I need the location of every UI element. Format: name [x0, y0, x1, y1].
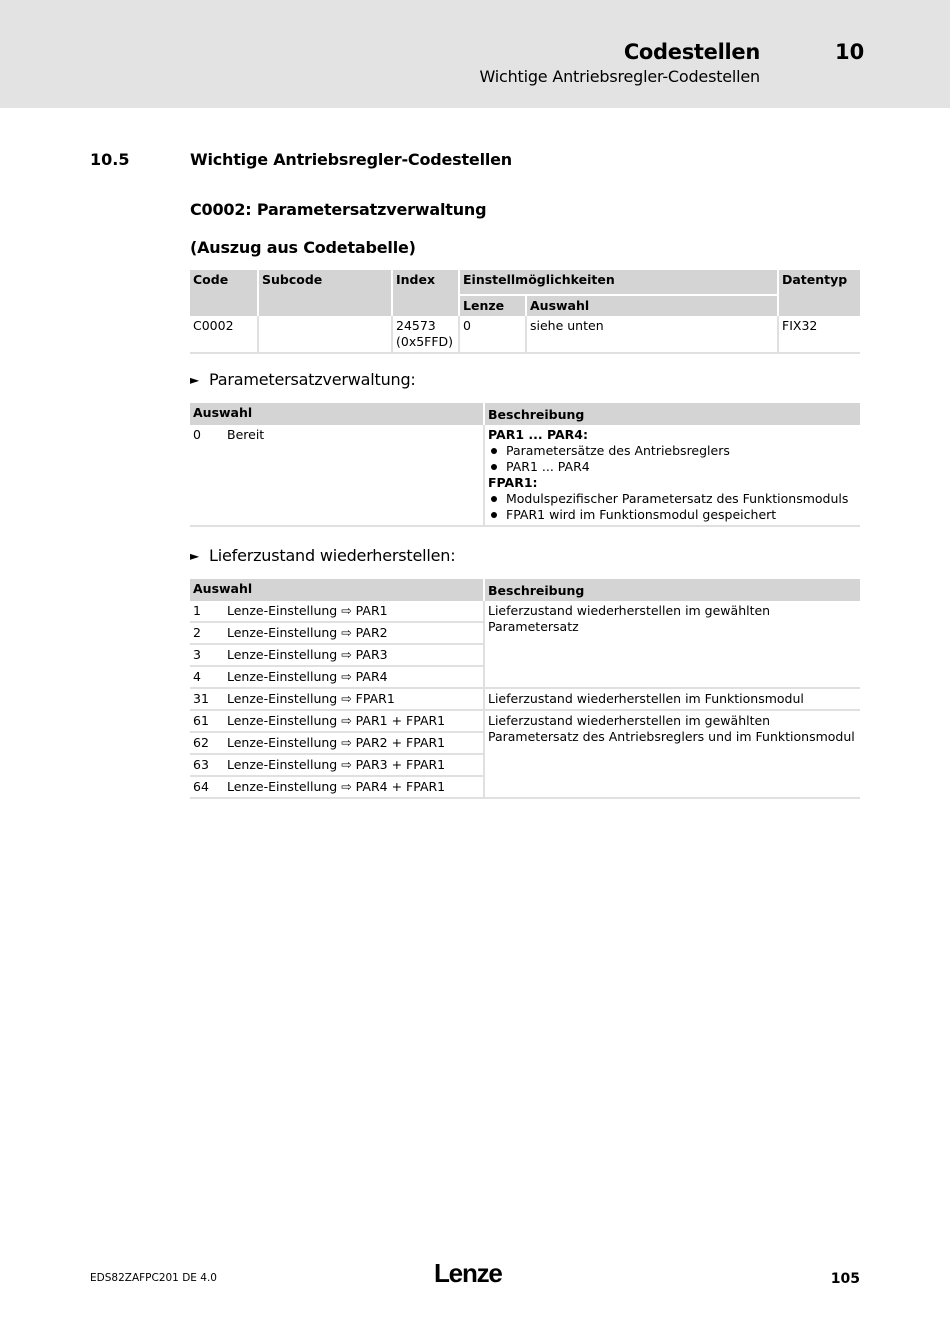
cell-lenze: 0	[458, 316, 525, 354]
section-title: Wichtige Antriebsregler-Codestellen	[190, 150, 512, 169]
cell-description: Lieferzustand wiederherstellen im gewählten Parametersatz	[483, 601, 860, 689]
arrow-right-icon: ►	[190, 373, 200, 387]
cell-value: 61	[190, 711, 224, 733]
bullet-item: PAR1 ... PAR4	[488, 459, 857, 475]
cell-label: Lenze-Einstellung ⇨ PAR4	[224, 667, 483, 689]
restore-heading-text: Lieferzustand wiederherstellen:	[209, 546, 456, 565]
cell-index	[391, 316, 458, 354]
restore-table	[190, 579, 860, 799]
col-settings: Einstellmöglichkeiten	[458, 270, 777, 294]
bullet-item: Parametersätze des Antriebsreglers	[488, 443, 857, 459]
cell-value: 0	[190, 425, 224, 527]
logo-text: Lenze	[434, 1260, 502, 1288]
table-row	[190, 316, 860, 354]
cell-label: Lenze-Einstellung ⇨ PAR1	[224, 601, 483, 623]
cell-value: 1	[190, 601, 224, 623]
cell-label: Lenze-Einstellung ⇨ PAR1 + FPAR1	[224, 711, 483, 733]
col-select: Auswahl	[190, 579, 483, 601]
table-row	[190, 711, 860, 733]
cell-subcode	[257, 316, 391, 354]
cell-description: Lieferzustand wiederherstellen im gewählten Parametersatz des Antriebsreglers und im Funktionsmodul	[483, 711, 860, 799]
col-code: Code	[190, 270, 257, 316]
col-subcode: Subcode	[257, 270, 391, 316]
code-table	[190, 270, 860, 354]
cell-value: 3	[190, 645, 224, 667]
table-row	[190, 601, 860, 623]
fpar-title: FPAR1:	[488, 475, 538, 490]
excerpt-heading: (Auszug aus Codetabelle)	[190, 238, 416, 257]
col-datatype: Datentyp	[777, 270, 860, 316]
col-index: Index	[391, 270, 458, 316]
document-id: EDS82ZAFPC201 DE 4.0	[90, 1272, 217, 1284]
cell-description	[483, 425, 860, 527]
cell-value: 63	[190, 755, 224, 777]
param-heading-text: Parametersatzverwaltung:	[209, 370, 416, 389]
cell-label: Lenze-Einstellung ⇨ PAR4 + FPAR1	[224, 777, 483, 799]
bullet-item: FPAR1 wird im Funktionsmodul gespeichert	[488, 507, 857, 523]
cell-auswahl: siehe unten	[525, 316, 777, 354]
param-heading	[190, 370, 416, 389]
bullet-item: Modulspezifischer Parametersatz des Funktionsmoduls	[488, 491, 857, 507]
cell-label: Lenze-Einstellung ⇨ PAR3 + FPAR1	[224, 755, 483, 777]
lenze-logo	[434, 1260, 514, 1288]
table-row	[190, 425, 860, 527]
cell-value: 31	[190, 689, 224, 711]
cell-label: Lenze-Einstellung ⇨ PAR2 + FPAR1	[224, 733, 483, 755]
index-decimal: 24573	[396, 318, 436, 333]
col-desc: Beschreibung	[483, 403, 860, 425]
cell-datatype: FIX32	[777, 316, 860, 354]
cell-label: Lenze-Einstellung ⇨ PAR2	[224, 623, 483, 645]
page-header	[0, 0, 950, 108]
col-desc: Beschreibung	[483, 579, 860, 601]
cell-label: Lenze-Einstellung ⇨ PAR3	[224, 645, 483, 667]
col-lenze: Lenze	[458, 294, 525, 316]
code-heading: C0002: Parametersatzverwaltung	[190, 200, 487, 219]
col-select: Auswahl	[190, 403, 483, 425]
arrow-right-icon: ►	[190, 549, 200, 563]
cell-value: 62	[190, 733, 224, 755]
cell-label: Bereit	[224, 425, 483, 527]
header-subtitle: Wichtige Antriebsregler-Codestellen	[479, 67, 760, 86]
page-number: 105	[830, 1271, 860, 1287]
cell-code: C0002	[190, 316, 257, 354]
cell-description: Lieferzustand wiederherstellen im Funktionsmodul	[483, 689, 860, 711]
table-row	[190, 689, 860, 711]
col-auswahl: Auswahl	[525, 294, 777, 316]
restore-heading	[190, 546, 455, 565]
par-title: PAR1 ... PAR4:	[488, 427, 588, 442]
param-table	[190, 403, 860, 527]
section-number: 10.5	[90, 150, 130, 169]
chapter-number: 10	[835, 40, 865, 64]
cell-value: 2	[190, 623, 224, 645]
header-title: Codestellen	[623, 40, 760, 64]
index-hex: (0x5FFD)	[396, 334, 454, 349]
cell-value: 4	[190, 667, 224, 689]
cell-label: Lenze-Einstellung ⇨ FPAR1	[224, 689, 483, 711]
cell-value: 64	[190, 777, 224, 799]
